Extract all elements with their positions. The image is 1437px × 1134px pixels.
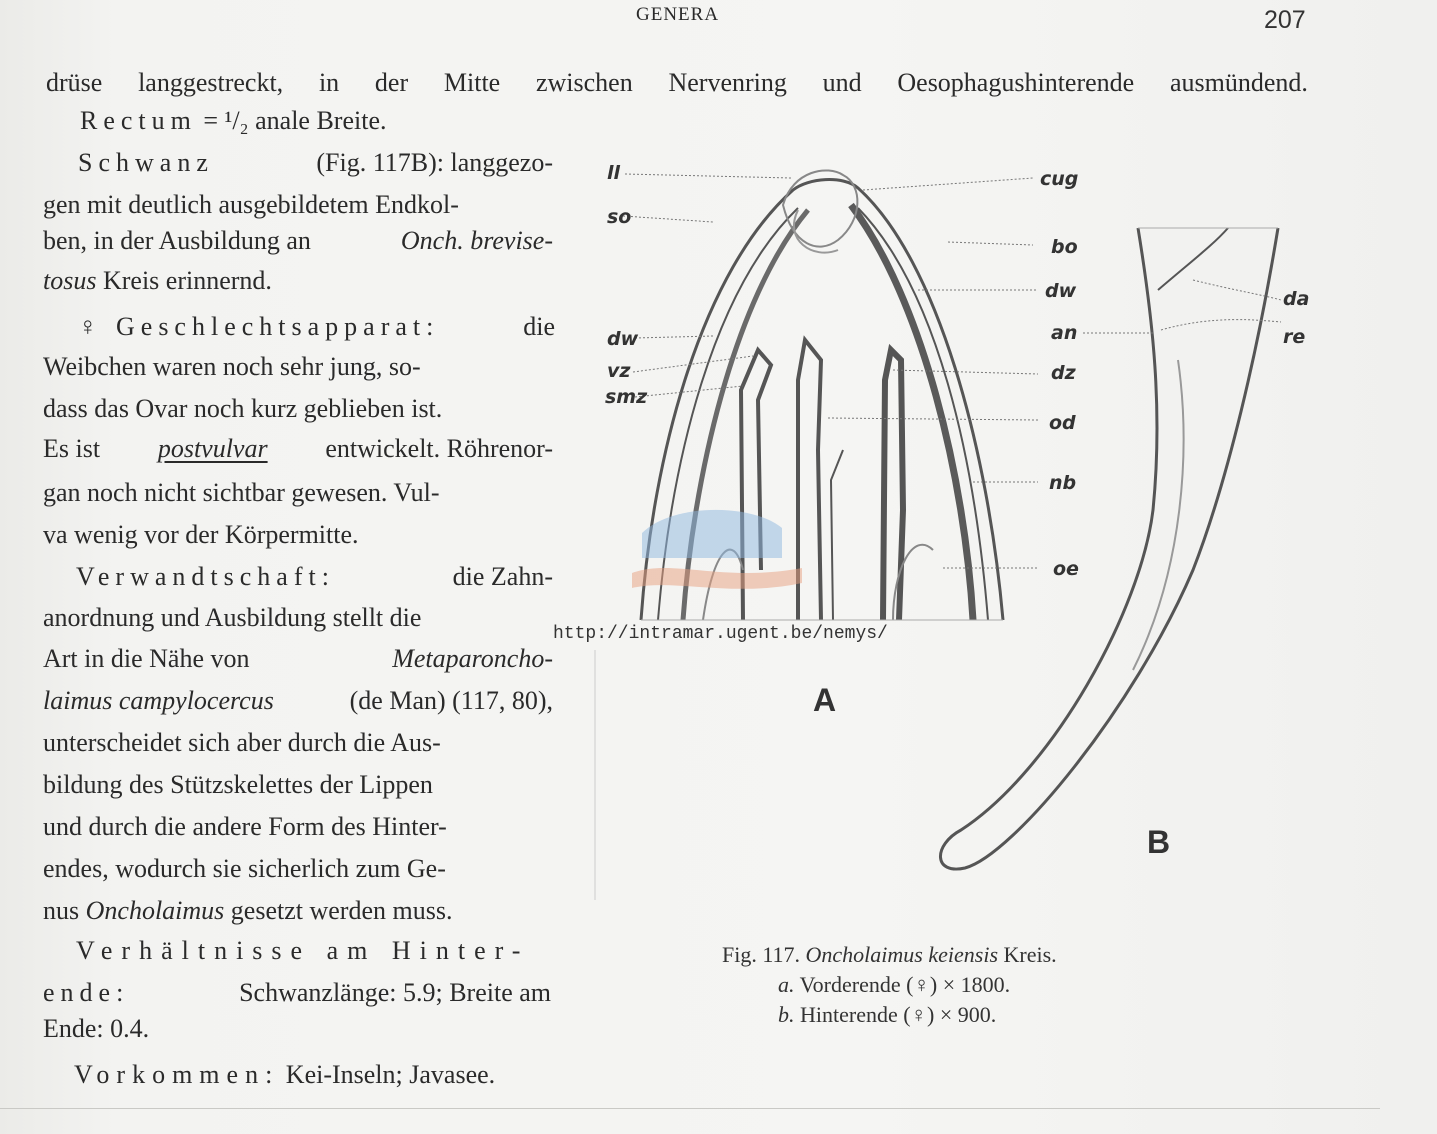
verwandt-line-9 xyxy=(43,896,452,926)
rectum-label: Rectum xyxy=(80,106,197,135)
caption-b-letter: b. xyxy=(778,1002,795,1027)
watermark-url: http://intramar.ugent.be/nemys/ xyxy=(553,624,888,644)
intro-word: Oesophagushinterende xyxy=(897,68,1135,97)
genus-name: Oncholaimus xyxy=(85,896,225,925)
rectum-text: = ¹/₂ anale Breite. xyxy=(203,106,387,135)
geschlecht-line-1 xyxy=(78,312,555,342)
text-span: Es ist xyxy=(43,434,101,463)
running-header: GENERA xyxy=(636,4,720,25)
schwanz-line-3 xyxy=(43,226,553,256)
label-od: od xyxy=(1049,412,1076,434)
verhaelt-label-end: ende: xyxy=(43,978,130,1007)
verhaelt-label: Verhältnisse am Hinter- xyxy=(76,936,530,965)
text-span: entwickelt. Röhrenor- xyxy=(325,434,553,463)
species-name: Onch. brevise- xyxy=(400,226,553,255)
vorkommen-text: Kei-Inseln; Javasee. xyxy=(285,1060,496,1089)
verwandt-line-7: und durch die andere Form des Hinter- xyxy=(43,812,447,841)
label-dw-right: dw xyxy=(1045,280,1077,302)
intro-word: langgestreckt, xyxy=(138,68,284,97)
verhaelt-line-2 xyxy=(43,978,551,1008)
label-nb: nb xyxy=(1049,472,1077,494)
text-span: die xyxy=(523,312,555,341)
geschlecht-line-6: va wenig vor der Körpermitte. xyxy=(43,520,359,549)
vorkommen-line xyxy=(74,1060,495,1090)
label-dw-left: dw xyxy=(607,328,639,350)
label-da: da xyxy=(1283,288,1310,310)
species-name: tosus xyxy=(43,266,97,295)
schwanz-line-2: gen mit deutlich ausgebildetem Endkol- xyxy=(43,190,459,219)
caption-author: Kreis. xyxy=(1003,942,1057,967)
watermark-logo xyxy=(632,488,802,608)
label-ll: ll xyxy=(607,162,621,184)
intro-word: in xyxy=(318,68,340,97)
verwandt-line-8: endes, wodurch sie sicherlich zum Ge- xyxy=(43,854,446,883)
intro-word: der xyxy=(374,68,409,97)
verwandt-line-6: bildung des Stützskelettes der Lippen xyxy=(43,770,433,799)
label-re: re xyxy=(1283,326,1306,348)
verwandt-line-4 xyxy=(43,686,553,716)
verwandt-line-3 xyxy=(43,644,553,674)
geschlecht-line-2: Weibchen waren noch sehr jung, so- xyxy=(43,352,421,381)
label-so: so xyxy=(607,206,632,228)
verwandt-line-1 xyxy=(76,562,553,592)
caption-a-letter: a. xyxy=(778,972,795,997)
verwandt-line-5: unterscheidet sich aber durch die Aus- xyxy=(43,728,441,757)
text-span: gesetzt werden muss. xyxy=(230,896,453,925)
intro-word: Mitte xyxy=(443,68,501,97)
figure-caption-a xyxy=(778,972,1010,998)
figure-caption-title xyxy=(722,942,1057,968)
figure-caption-b xyxy=(778,1002,996,1028)
geschlecht-label: ♀ Geschlechtsapparat: xyxy=(78,312,440,341)
species-name: Metaparoncho- xyxy=(392,644,553,673)
schwanz-text: (Fig. 117B): langgezo- xyxy=(316,148,553,177)
intro-word: und xyxy=(822,68,862,97)
verwandt-label: Verwandtschaft: xyxy=(76,562,335,591)
verhaelt-line-3: Ende: 0.4. xyxy=(43,1014,150,1043)
verhaelt-line-1 xyxy=(76,936,551,966)
panel-label-b: B xyxy=(1147,824,1171,860)
panel-label-a: A xyxy=(813,682,837,718)
geschlecht-line-5: gan noch nicht sichtbar gewesen. Vul- xyxy=(43,478,440,507)
text-span: Schwanzlänge: 5.9; Breite am xyxy=(239,978,551,1007)
page-edge-line xyxy=(0,1108,1380,1109)
geschlecht-line-4 xyxy=(43,434,553,464)
schwanz-label: Schwanz xyxy=(78,148,214,177)
caption-species: Oncholaimus keiensis xyxy=(805,942,998,967)
intro-word: drüse xyxy=(46,68,103,97)
text-span: nus xyxy=(43,896,80,925)
text-span: (de Man) (117, 80), xyxy=(349,686,553,715)
label-oe: oe xyxy=(1053,558,1079,580)
rectum-line xyxy=(80,106,387,136)
geschlecht-line-3: dass das Ovar noch kurz geblieben ist. xyxy=(43,394,443,423)
label-cug: cug xyxy=(1040,168,1079,190)
label-dz: dz xyxy=(1051,362,1076,384)
intro-word: zwischen xyxy=(535,68,633,97)
intro-word: ausmündend. xyxy=(1169,68,1308,97)
text-span: Art in die Nähe von xyxy=(43,644,250,673)
verwandt-line-2: anordnung und Ausbildung stellt die xyxy=(43,603,422,632)
intro-line-1 xyxy=(46,68,1308,98)
caption-fig-number: Fig. 117. xyxy=(722,942,801,967)
label-smz: smz xyxy=(605,386,648,408)
caption-b-text: Hinterende (♀) × 900. xyxy=(800,1002,997,1027)
text-span: Kreis erinnernd. xyxy=(102,266,272,295)
species-name: laimus campylocercus xyxy=(43,686,274,715)
text-span: ben, in der Ausbildung an xyxy=(43,226,311,255)
vorkommen-label: Vorkommen: xyxy=(74,1060,280,1089)
label-vz: vz xyxy=(607,360,631,382)
schwanz-line-4 xyxy=(43,266,272,296)
intro-word: Nervenring xyxy=(668,68,787,97)
caption-a-text: Vorderende (♀) × 1800. xyxy=(799,972,1011,997)
label-an: an xyxy=(1051,322,1078,344)
page-number: 207 xyxy=(1264,6,1306,34)
text-span: die Zahn- xyxy=(452,562,553,591)
underlined-term: postvulvar xyxy=(157,434,268,463)
label-bo: bo xyxy=(1051,236,1078,258)
schwanz-line-1 xyxy=(78,148,553,178)
